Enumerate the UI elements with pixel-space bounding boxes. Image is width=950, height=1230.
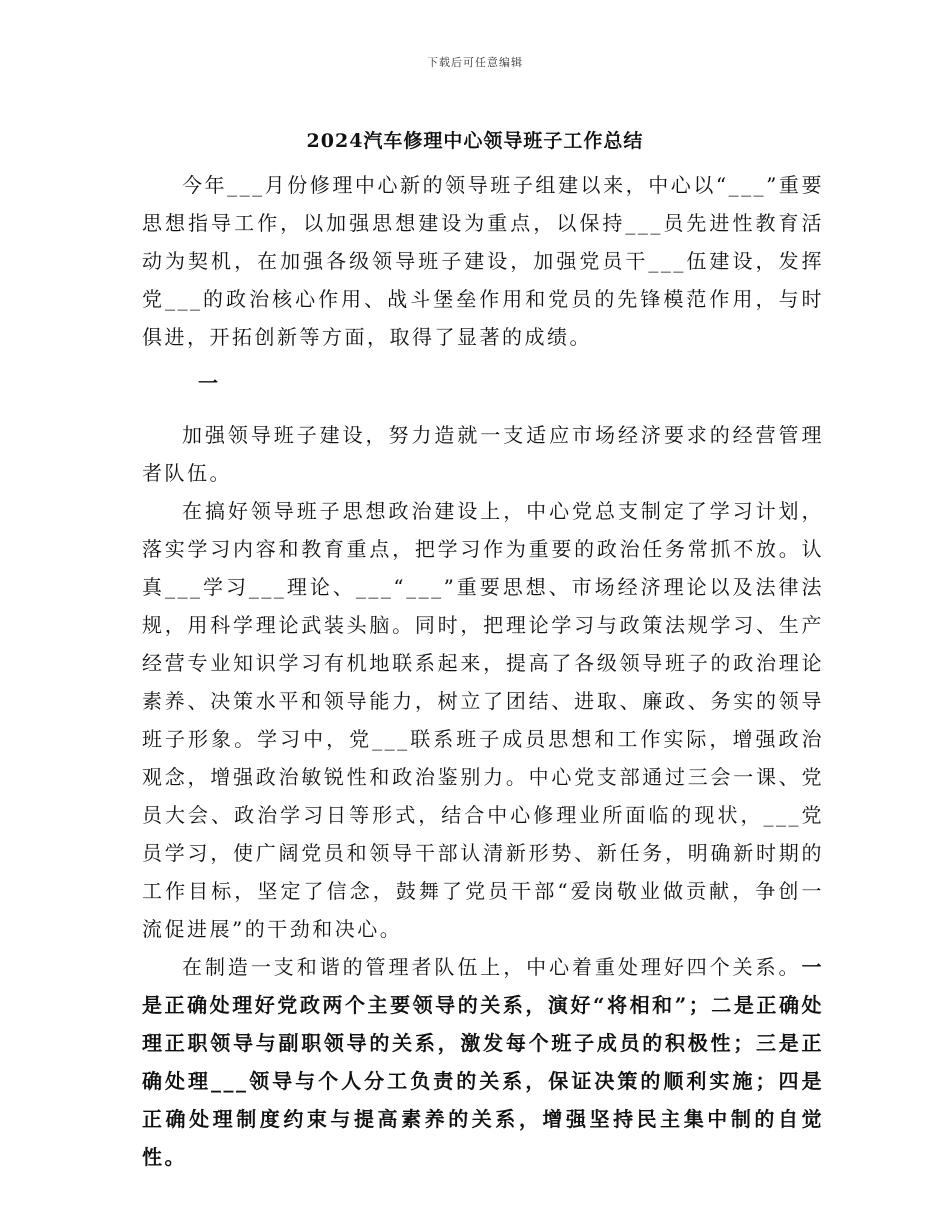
paragraph-study: 在搞好领导班子思想政治建设上，中心党总支制定了学习计划，落实学习内容和教育重点，把学习作为重要的政治任务常抓不放。认真___学习___理论、___“___”重要思想、市场经济理论以及法律法规，用科学理论武装头脑。同时，把理论学习与政策法规学习、生产经营专业知识学习有机地联系起来，提高了各级领导班子的政治理论素养、决策水平和领导能力，树立了团结、进取、廉政、务实的领导班子形象。学习中，党___联系班子成员思想和工作实际，增强政治观念，增强政治敏锐性和政治鉴别力。中心党支部通过三会一课、党员大会、政治学习日等形式，结合中心修理业所面临的现状，___党员学习，使广阔党员和领导干部认清新形势、新任务，明确新时期的工作目标，坚定了信念，鼓舞了党员干部“爱岗敬业做贡献，争创一流促进展”的干劲和决心。 [142,499,824,941]
section-number: 一 [198,371,221,395]
document-body [142,166,824,1176]
paragraph-section-heading: 加强领导班子建设，努力造就一支适应市场经济要求的经营管理者队伍。 [142,423,824,485]
paragraph-relations [142,948,824,1176]
relations-bold-text: 一是正确处理好党政两个主要领导的关系，演好“将相和”；二是正确处理正职领导与副职领导的关系，激发每个班子成员的积极性；三是正确处理___领导与个人分工负责的关系，保证决策的顺利实施；四是正确处理制度约束与提高素养的关系，增强坚持民主集中制的自觉性。 [142,955,824,1169]
paragraph-intro: 今年___月份修理中心新的领导班子组建以来，中心以“___”重要思想指导工作，以加强思想建设为重点，以保持___员先进性教育活动为契机，在加强各级领导班子建设，加强党员干___伍建设，发挥党___的政治核心作用、战斗堡垒作用和党员的先锋模范作用，与时俱进，开拓创新等方面，取得了显著的成绩。 [142,173,824,349]
document-title: 2024汽车修理中心领导班子工作总结 [306,130,644,152]
relations-intro: 在制造一支和谐的管理者队伍上，中心着重处理好四个关系。 [182,955,802,979]
header-note: 下载后可任意编辑 [427,56,523,69]
